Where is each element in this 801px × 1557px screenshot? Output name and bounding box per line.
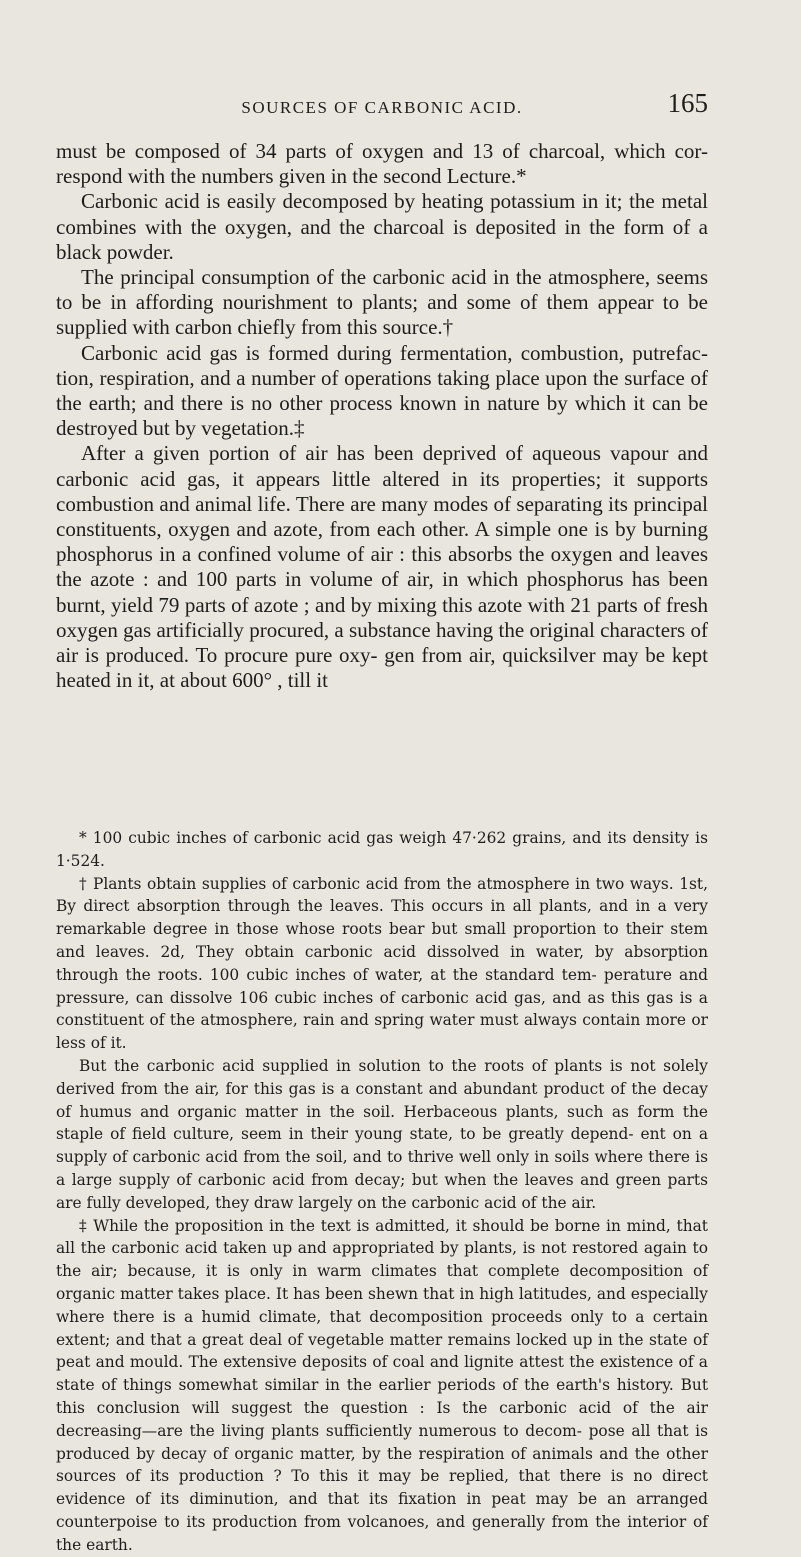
footnote: ‡ While the proposition in the text is admitted, it should be borne in mind, that all the carbonic acid taken up and appropriated by plants, is not restored again to the air; because, it is only in warm climates that complete decomposition of organic matter takes place. It has been shewn that in high latitudes, and especially where there is a humid climate, that decomposition proceeds only to a certain extent; and that a great deal of vegetable matter remains locked up in the state of peat and mould. The extensive deposits of coal and lignite attest the existence of a state of things somewhat similar in the earlier periods of the earth's history. But this conclusion will suggest the question : Is the carbonic acid of the air decreasing—are the living plants sufficiently numerous to decom- pose all that is produced by decay of organic matter, by the respiration of animals and the other sources of its production ? To this it may be replied, that there is no direct evidence of its diminution, and that its fixation in peat may be an arranged counterpoise to its production from volcanoes, and generally from the interior of the earth. <box>56 1216 708 1554</box>
paragraph: Carbonic acid gas is formed during fermentation, combustion, putrefac- tion, respiration, and a number of operations taking place upon the surface of the earth; and there is no other process known in nature by which it can be destroyed but by vegetation.‡ <box>56 340 708 441</box>
paragraph: must be composed of 34 parts of oxygen and 13 of charcoal, which cor- respond with the numbers given in the second Lecture.* <box>56 139 708 189</box>
footnote: † Plants obtain supplies of carbonic acid from the atmosphere in two ways. 1st, By direct absorption through the leaves. This occurs in all plants, and in a very remarkable degree in those whose roots bear but small proportion to their stem and leaves. 2d, They obtain carbonic acid dissolved in water, by absorption through the roots. 100 cubic inches of water, at the standard tem- perature and pressure, can dissolve 106 cubic inches of carbonic acid gas, and as this gas is a constituent of the atmosphere, rain and spring water must always contain more or less of it. <box>56 874 708 1053</box>
page-header <box>56 88 708 128</box>
main-text <box>56 139 708 693</box>
page-number: 165 <box>667 88 708 118</box>
footnote: * 100 cubic inches of carbonic acid gas weigh 47·262 grains, and its density is 1·524. <box>56 829 708 870</box>
footnotes <box>56 827 708 1557</box>
footnote: But the carbonic acid supplied in solution to the roots of plants is not solely derived from the air, for this gas is a constant and abundant product of the decay of humus and organic matter in the soil. Herbaceous plants, such as form the staple of field culture, seem in their young state, to be greatly depend- ent on a supply of carbonic acid from the soil, and to thrive well only in soils where there is a large supply of carbonic acid from decay; but when the leaves and green parts are fully developed, they draw largely on the carbonic acid of the air. <box>56 1056 708 1212</box>
paragraph: After a given portion of air has been deprived of aqueous vapour and carbonic acid gas, it appears little altered in its properties; it supports combustion and animal life. There are many modes of separating its principal constituents, oxygen and azote, from each other. A simple one is by burning phosphorus in a confined volume of air : this absorbs the oxygen and leaves the azote : and 100 parts in volume of air, in which phosphorus has been burnt, yield 79 parts of azote ; and by mixing this azote with 21 parts of fresh oxygen gas artificially procured, a substance having the original characters of air is produced. To procure pure oxy- gen from air, quicksilver may be kept heated in it, at about 600° , till it <box>56 441 708 693</box>
paragraph: Carbonic acid is easily decomposed by heating potassium in it; the metal combines with the oxygen, and the charcoal is deposited in the form of a black powder. <box>56 189 708 264</box>
running-head: SOURCES OF CARBONIC ACID. <box>241 98 523 117</box>
paragraph: The principal consumption of the carbonic acid in the atmosphere, seems to be in affording nourishment to plants; and some of them appear to be supplied with carbon chiefly from this source.† <box>56 265 708 340</box>
